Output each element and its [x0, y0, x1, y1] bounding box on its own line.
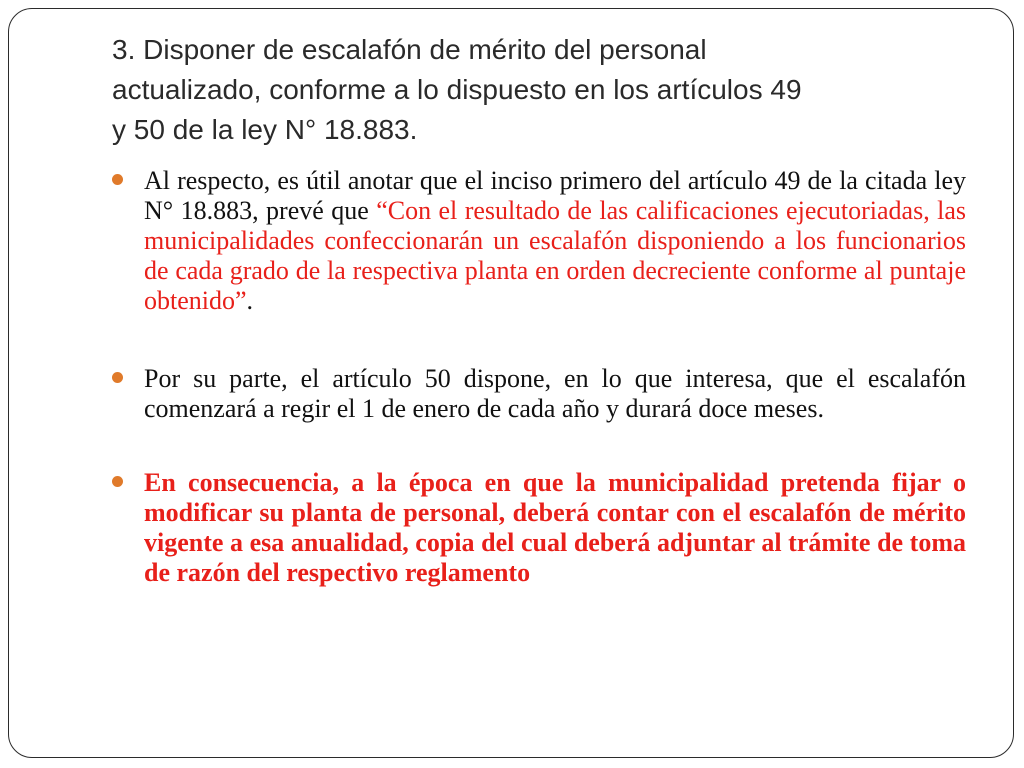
title-line-1: 3. Disponer de escalafón de mérito del personal: [112, 34, 707, 65]
bullet-dot-icon: [112, 372, 123, 383]
bullet-1-end: .: [246, 286, 254, 315]
bullet-1-quote: “Con el resultado de las calificaciones ejecutoriadas, las municipalidades confeccionarán un escalafón disponiendo a los funcionarios de cada grado de la respectiva planta en orden decreciente conforme al puntaje obtenido”: [144, 196, 967, 315]
title-line-2: actualizado, conforme a lo dispuesto en los artículos 49: [112, 74, 802, 105]
bullet-3-text: En consecuencia, a la época en que la municipalidad pretenda fijar o modificar su planta de personal, deberá contar con el escalafón de mérito vigente a esa anualidad, copia del cual deberá adjuntar al trámite de toma de razón del respectivo reglamento: [144, 468, 966, 587]
bullet-dot-icon: [112, 174, 123, 185]
bullet-2-text: Por su parte, el artículo 50 dispone, en lo que interesa, que el escalafón comenzará a regir el 1 de enero de cada año y durará doce meses.: [144, 364, 966, 423]
title-line-3: y 50 de la ley N° 18.883.: [112, 114, 418, 145]
bullet-1-text: Al respecto, es útil anotar que el inciso primero del artículo 49 de la citada ley N° 18.883, prevé que: [144, 166, 966, 225]
bullet-item: [110, 468, 966, 588]
bullet-item: [110, 166, 966, 316]
slide-title: [112, 30, 952, 150]
bullet-item: [110, 364, 966, 424]
bullet-dot-icon: [112, 476, 123, 487]
bullet-list: [110, 166, 966, 588]
